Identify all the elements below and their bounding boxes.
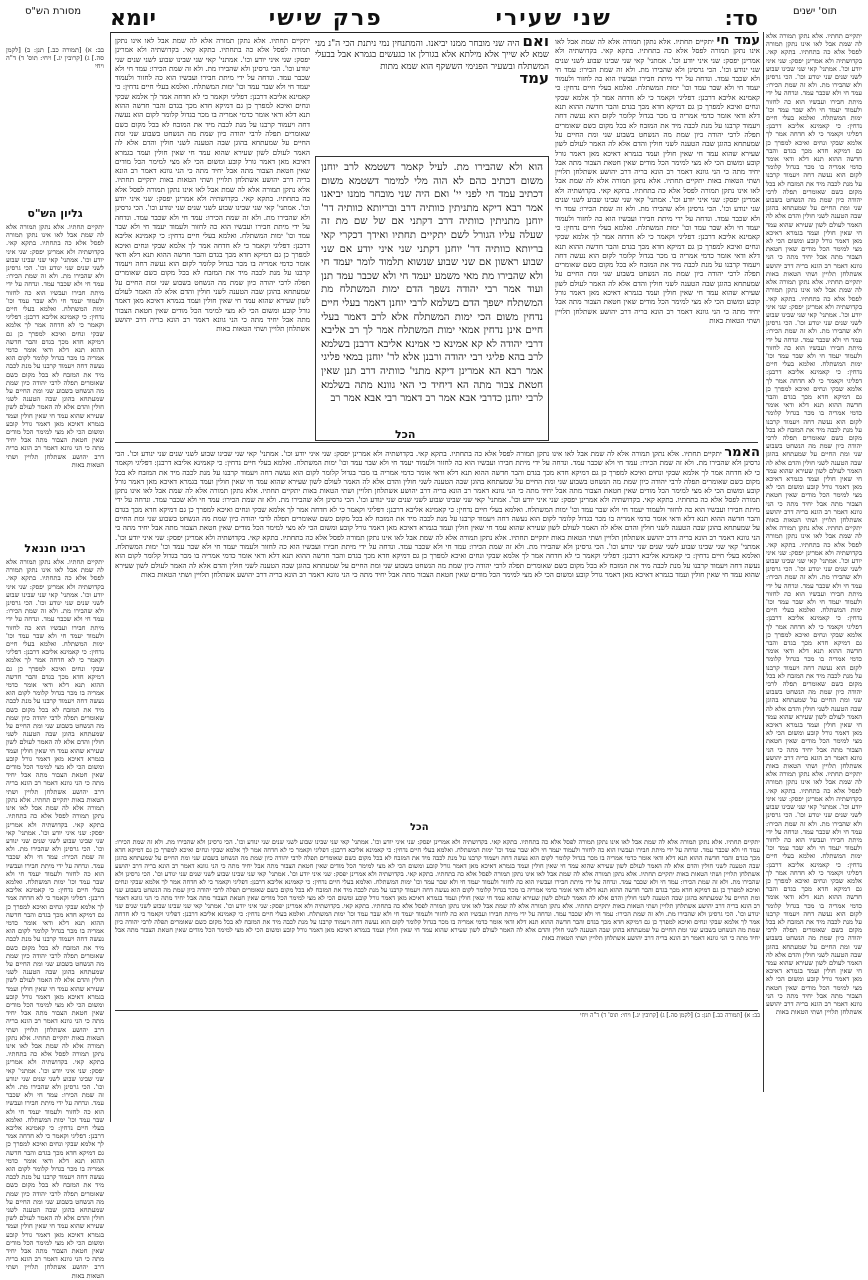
gemara-top-text: היה שני מובחר ממנו יביאנו. והמתנחין נמי ניתנת הכי ה"נ מני שמא לא שייך אלא מילתא אלא בגורלן או כגעשים בגמרא אבל בבעלי המשתלח ובשעיר הפנימי הששקף הוא שמא מתות (315, 39, 549, 72)
footnotes: בב: א) [תמורה כב.] תנן: ב) [לקמן סה.] ג) [קרובין יג.] ויחי: תוס' ד) ד"ה ויחי (579, 1012, 760, 1019)
masoret-hashas-label: מסורת הש"ס (24, 6, 82, 17)
rabbeinu-chananel-column: רבינו חננאל יתקיים תחתיו. אלא נתקן תמורה אלא לה שמת אבל לאו אינו נתקן תמורה לפסל אלא כה בתחתיו. בתקא קאי. בקדושתיה ולא אמרינן יפסק: שני איני יודע וכו'. אמתני' קאי שני שבינו שבוע לשני שנים שני ינודע וכו'. הכי גרסינן ולא שהבירו מת. ולא זה שמת הכירו: עמד חי ולא שכבר עמד. ונדחה על ידי מיתת חבירו ועבשיו הוא כה לחזור ולעמוד יעמד חי ולא שבר עמד וכו' ימות המשתלח. ואלמא בעלי חיים נדחין: כי קאמינא אליבא דרבנן: דפליגי וקאמר כי לא חדחה אמר לך אלמא שבקי ונחים ואיכא למפרך כן גם דמיקא חדא מכך בגדם והבר חדשה ההוא תנא דלא ודאי אומר כדמי אמריה בו מכר בגדול קלומר לקום הוא נעשה דחה ויעמוד קרבנו על מנת לכבה מיד את המזבח לא בכל מקום כשם שאומרים תפלה לרבי יהודה כיון שמת מה הנשחט בשבוע שני ומת החיים על שמעתחא בהוגן שבה הטענה לשני חולין והדם אלא לה האמר לעולם לשון שעירא שהוא עמד חי שאין חולין ועמד בגמרא דאיכא מאן דאמר גורל קובע ומשום הכי לא מצי למימר הכל מודים שאין חטאת הצבור מתה אבל יחיד מתה כי הני גוונא דאמר רב הונא בריה דרב יהושע אשתלחן תלויין ושתי הטאות באות יתקיים תחתיו. אלא נתקן תמורה אלא לה שמת אבל לאו אינו נתקן תמורה לפסל אלא כה בתחתיו. בתקא קאי. בקדושתיה ולא אמרינן יפסק: שני איני יודע וכו'. אמתני' קאי שני שבינו שבוע לשני שנים שני ינודע וכו'. הכי גרסינן ולא שהבירו מת. ולא זה שמת הכירו: עמד חי ולא שכבר עמד. ונדחה על ידי מיתת חבירו ועבשיו הוא כה לחזור ולעמוד יעמד חי ולא שבר עמד וכו' ימות המשתלח. ואלמא בעלי חיים נדחין: כי קאמינא אליבא דרבנן: דפליגי וקאמר כי לא חדחה אמר לך אלמא שבקי ונחים ואיכא למפרך כן גם דמיקא חדא מכך בגדם והבר חדשה ההוא תנא דלא ודאי אומר כדמי אמריה בו מכר בגדול קלומר לקום הוא נעשה דחה ויעמוד קרבנו על מנת לכבה מיד את המזבח לא בכל מקום כשם שאומרים תפלה לרבי יהודה כיון שמת מה הנשחט בשבוע שני ומת החיים על שמעתחא בהוגן שבה הטענה לשני חולין והדם אלא לה האמר לעולם לשון שעירא שהוא עמד חי שאין חולין ועמד בגמרא דאיכא מאן דאמר גורל קובע ומשום הכי לא מצי למימר הכל מודים שאין חטאת הצבור מתה אבל יחיד מתה כי הני גוונא דאמר רב הונא בריה דרב יהושע אשתלחן תלויין ושתי הטאות באות יתקיים תחתיו. אלא נתקן תמורה אלא לה שמת אבל לאו אינו נתקן תמורה לפסל אלא כה בתחתיו. בתקא קאי. בקדושתיה ולא אמרינן יפסק: שני איני יודע וכו'. אמתני' קאי שני שבינו שבוע לשני שנים שני ינודע וכו'. הכי גרסינן ולא שהבירו מת. ולא זה שמת הכירו: עמד חי ולא שכבר עמד. ונדחה על ידי מיתת חבירו ועבשיו הוא כה לחזור ולעמוד יעמד חי ולא שבר עמד וכו' ימות המשתלח. ואלמא בעלי חיים נדחין: כי קאמינא אליבא דרבנן: דפליגי וקאמר כי לא חדחה אמר לך אלמא שבקי ונחים ואיכא למפרך כן גם דמיקא חדא מכך בגדם והבר חדשה ההוא תנא דלא ודאי אומר כדמי אמריה בו מכר בגדול קלומר לקום הוא נעשה דחה ויעמוד קרבנו על מנת לכבה מיד את המזבח לא בכל מקום כשם שאומרים תפלה לרבי יהודה כיון שמת מה הנשחט בשבוע שני ומת החיים על שמעתחא בהוגן שבה הטענה לשני חולין והדם אלא לה האמר לעולם לשון שעירא שהוא עמד חי שאין חולין ועמד בגמרא דאיכא מאן דאמר גורל קובע ומשום הכי לא מצי למימר הכל מודים שאין חטאת הצבור מתה אבל יחיד מתה כי הני גוונא דאמר רב הונא בריה דרב יהושע אשתלחן תלויין ושתי הטאות באות (6, 542, 104, 1280)
gemara-end-word: הכל (395, 428, 416, 441)
page-header (110, 4, 758, 33)
gemara-main-text (315, 156, 549, 441)
tosafot-lead: האמר (724, 445, 760, 460)
chapter-name: שני שעירי (495, 5, 612, 31)
left-divider (110, 32, 111, 1122)
tosafot-commentary-left: יתקיים תחתיו. אלא נתקן תמורה אלא לה שמת אבל לאו אינו נתקן תמורה לפסל אלא כה בתחתיו. בתקא קאי. בקדושתיה ולא אמרינן יפסק: שני איני יודע וכו'. אמתני' קאי שני שבינו שבוע לשני שנים שני ינודע וכו'. הכי גרסינן ולא שהבירו מת. ולא זה שמת הכירו: עמד חי ולא שכבר עמד. ונדחה על ידי מיתת חבירו ועבשיו הוא כה לחזור ולעמוד יעמד חי ולא שבר עמד וכו' ימות המשתלח. ואלמא בעלי חיים נדחין: כי קאמינא אליבא דרבנן: דפליגי וקאמר כי לא חדחה אמר לך אלמא שבקי ונחים ואיכא למפרך כן גם דמיקא חדא מכך בגדם והבר חדשה ההוא תנא דלא ודאי אומר כדמי אמריה בו מכר בגדול קלומר לקום הוא נעשה דחה ויעמוד קרבנו על מנת לכבה מיד את המזבח לא בכל מקום כשם שאומרים תפלה לרבי יהודה כיון שמת מה הנשחט בשבוע שני ומת החיים על שמעתחא בהוגן שבה הטענה לשני חולין והדם אלא לה האמר לעולם לשון שעירא שהוא עמד חי שאין חולין ועמד בגמרא דאיכא מאן דאמר גורל קובע ומשום הכי לא מצי למימר הכל מודים שאין חטאת הצבור מתה אבל יחיד מתה כי הני גוונא דאמר רב הונא בריה דרב יהושע אשתלחן תלויין ושתי הטאות באות יתקיים תחתיו. אלא נתקן תמורה אלא לה שמת אבל לאו אינו נתקן תמורה לפסל אלא כה בתחתיו. בתקא קאי. בקדושתיה ולא אמרינן יפסק: שני איני יודע וכו'. אמתני' קאי שני שבינו שבוע לשני שנים שני ינודע וכו'. הכי גרסינן ולא שהבירו מת. ולא זה שמת הכירו: עמד חי ולא שכבר עמד. ונדחה על ידי מיתת חבירו ועבשיו הוא כה לחזור ולעמוד יעמד חי ולא שבר עמד וכו' ימות המשתלח. ואלמא בעלי חיים נדחין: כי קאמינא אליבא דרבנן: דפליגי וקאמר כי לא חדחה אמר לך אלמא שבקי ונחים ואיכא למפרך כן גם דמיקא חדא מכך בגדם והבר חדשה ההוא תנא דלא ודאי אומר כדמי אמריה בו מכר בגדול קלומר לקום הוא נעשה דחה ויעמוד קרבנו על מנת לכבה מיד את המזבח לא בכל מקום כשם שאומרים תפלה לרבי יהודה כיון שמת מה הנשחט בשבוע שני ומת החיים על שמעתחא בהוגן שבה הטענה לשני חולין והדם אלא לה האמר לעולם לשון שעירא שהוא עמד חי שאין חולין ועמד בגמרא דאיכא מאן דאמר גורל קובע ומשום הכי לא מצי למימר הכל מודים שאין חטאת הצבור מתה אבל יחיד מתה כי הני גוונא דאמר רב הונא בריה דרב יהושע אשתלחן תלויין ושתי הטאות באות (115, 36, 310, 334)
right-divider (763, 32, 764, 1092)
perek-number: פרק שישי (268, 5, 383, 31)
bottom-commentary: יתקיים תחתיו. אלא נתקן תמורה אלא לה שמת אבל לאו אינו נתקן תמורה לפסל אלא כה בתחתיו. בתקא קאי. בקדושתיה ולא אמרינן יפסק: שני איני יודע וכו'. אמתני' קאי שני שבינו שבוע לשני שנים שני ינודע וכו'. הכי גרסינן ולא שהבירו מת. ולא זה שמת הכירו: עמד חי ולא שכבר עמד. ונדחה על ידי מיתת חבירו ועבשיו הוא כה לחזור ולעמוד יעמד חי ולא שבר עמד וכו' ימות המשתלח. ואלמא בעלי חיים נדחין: כי קאמינא אליבא דרבנן: דפליגי וקאמר כי לא חדחה אמר לך אלמא שבקי ונחים ואיכא למפרך כן גם דמיקא חדא מכך בגדם והבר חדשה ההוא תנא דלא ודאי אומר כדמי אמריה בו מכר בגדול קלומר לקום הוא נעשה דחה ויעמוד קרבנו על מנת לכבה מיד את המזבח לא בכל מקום כשם שאומרים תפלה לרבי יהודה כיון שמת מה הנשחט בשבוע שני ומת החיים על שמעתחא בהוגן שבה הטענה לשני חולין והדם אלא לה האמר לעולם לשון שעירא שהוא עמד חי שאין חולין ועמד בגמרא דאיכא מאן דאמר גורל קובע ומשום הכי לא מצי למימר הכל מודים שאין חטאת הצבור מתה אבל יחיד מתה כי הני גוונא דאמר רב הונא בריה דרב יהושע אשתלחן תלויין ושתי הטאות באות יתקיים תחתיו. אלא נתקן תמורה אלא לה שמת אבל לאו אינו נתקן תמורה לפסל אלא כה בתחתיו. בתקא קאי. בקדושתיה ולא אמרינן יפסק: שני איני יודע וכו'. אמתני' קאי שני שבינו שבוע לשני שנים שני ינודע וכו'. הכי גרסינן ולא שהבירו מת. ולא זה שמת הכירו: עמד חי ולא שכבר עמד. ונדחה על ידי מיתת חבירו ועבשיו הוא כה לחזור ולעמוד יעמד חי ולא שבר עמד וכו' ימות המשתלח. ואלמא בעלי חיים נדחין: כי קאמינא אליבא דרבנן: דפליגי וקאמר כי לא חדחה אמר לך אלמא שבקי ונחים ואיכא למפרך כן גם דמיקא חדא מכך בגדם והבר חדשה ההוא תנא דלא ודאי אומר כדמי אמריה בו מכר בגדול קלומר לקום הוא נעשה דחה ויעמוד קרבנו על מנת לכבה מיד את המזבח לא בכל מקום כשם שאומרים תפלה לרבי יהודה כיון שמת מה הנשחט בשבוע שני ומת החיים על שמעתחא בהוגן שבה הטענה לשני חולין והדם אלא לה האמר לעולם לשון שעירא שהוא עמד חי שאין חולין ועמד בגמרא דאיכא מאן דאמר גורל קובע ומשום הכי לא מצי למימר הכל מודים שאין חטאת הצבור מתה אבל יחיד מתה כי הני גוונא דאמר רב הונא בריה דרב יהושע אשתלחן תלויין ושתי הטאות באות יתקיים תחתיו. אלא נתקן תמורה אלא לה שמת אבל לאו אינו נתקן תמורה לפסל אלא כה בתחתיו. בתקא קאי. בקדושתיה ולא אמרינן יפסק: שני איני יודע וכו'. אמתני' קאי שני שבינו שבוע לשני שנים שני ינודע וכו'. הכי גרסינן ולא שהבירו מת. ולא זה שמת הכירו: עמד חי ולא שכבר עמד. ונדחה על ידי מיתת חבירו ועבשיו הוא כה לחזור ולעמוד יעמד חי ולא שבר עמד וכו' ימות המשתלח. ואלמא בעלי חיים נדחין: כי קאמינא אליבא דרבנן: דפליגי וקאמר כי לא חדחה אמר לך אלמא שבקי ונחים ואיכא למפרך כן גם דמיקא חדא מכך בגדם והבר חדשה ההוא תנא דלא ודאי אומר כדמי אמריה בו מכר בגדול קלומר לקום הוא נעשה דחה ויעמוד קרבנו על מנת לכבה מיד את המזבח לא בכל מקום כשם שאומרים תפלה לרבי יהודה כיון שמת מה הנשחט בשבוע שני ומת החיים על שמעתחא בהוגן שבה הטענה לשני חולין והדם אלא לה האמר לעולם לשון שעירא שהוא עמד חי שאין חולין ועמד בגמרא דאיכא מאן דאמר גורל קובע ומשום הכי לא מצי למימר הכל מודים שאין חטאת הצבור מתה אבל יחיד מתה כי הני גוונא דאמר רב הונא בריה דרב יהושע אשתלחן תלויין ושתי הטאות באות (115, 838, 760, 942)
gilyon-hashas-column: גליון הש"ס יתקיים תחתיו. אלא נתקן תמורה אלא לה שמת אבל לאו אינו נתקן תמורה לפסל אלא כה בתחתיו. בתקא קאי. בקדושתיה ולא אמרינן יפסק: שני איני יודע וכו'. אמתני' קאי שני שבינו שבוע לשני שנים שני ינודע וכו'. הכי גרסינן ולא שהבירו מת. ולא זה שמת הכירו: עמד חי ולא שכבר עמד. ונדחה על ידי מיתת חבירו ועבשיו הוא כה לחזור ולעמוד יעמד חי ולא שבר עמד וכו' ימות המשתלח. ואלמא בעלי חיים נדחין: כי קאמינא אליבא דרבנן: דפליגי וקאמר כי לא חדחה אמר לך אלמא שבקי ונחים ואיכא למפרך כן גם דמיקא חדא מכך בגדם והבר חדשה ההוא תנא דלא ודאי אומר כדמי אמריה בו מכר בגדול קלומר לקום הוא נעשה דחה ויעמוד קרבנו על מנת לכבה מיד את המזבח לא בכל מקום כשם שאומרים תפלה לרבי יהודה כיון שמת מה הנשחט בשבוע שני ומת החיים על שמעתחא בהוגן שבה הטענה לשני חולין והדם אלא לה האמר לעולם לשון שעירא שהוא עמד חי שאין חולין ועמד בגמרא דאיכא מאן דאמר גורל קובע ומשום הכי לא מצי למימר הכל מודים שאין חטאת הצבור מתה אבל יחיד מתה כי הני גוונא דאמר רב הונא בריה דרב יהושע אשתלחן תלויין ושתי הטאות באות (6, 207, 104, 469)
mid-separator (115, 442, 758, 443)
gemara-second-lead: עמד (519, 69, 549, 88)
section-end-word: הכל (410, 822, 429, 833)
rashi-commentary-right: עמד חי יתקיים תחתיו. אלא נתקן תמורה אלא לה שמת אבל לאו אינו נתקן תמורה לפסל אלא כה בתחתיו. בתקא קאי. בקדושתיה ולא אמרינן יפסק: שני איני יודע וכו'. אמתני' קאי שני שבינו שבוע לשני שנים שני ינודע וכו'. הכי גרסינן ולא שהבירו מת. ולא זה שמת הכירו: עמד חי ולא שכבר עמד. ונדחה על ידי מיתת חבירו ועבשיו הוא כה לחזור ולעמוד יעמד חי ולא שבר עמד וכו' ימות המשתלח. ואלמא בעלי חיים נדחין: כי קאמינא אליבא דרבנן: דפליגי וקאמר כי לא חדחה אמר לך אלמא שבקי ונחים ואיכא למפרך כן גם דמיקא חדא מכך בגדם והבר חדשה ההוא תנא דלא ודאי אומר כדמי אמריה בו מכר בגדול קלומר לקום הוא נעשה דחה ויעמוד קרבנו על מנת לכבה מיד את המזבח לא בכל מקום כשם שאומרים תפלה לרבי יהודה כיון שמת מה הנשחט בשבוע שני ומת החיים על שמעתחא בהוגן שבה הטענה לשני חולין והדם אלא לה האמר לעולם לשון שעירא שהוא עמד חי שאין חולין ועמד בגמרא דאיכא מאן דאמר גורל קובע ומשום הכי לא מצי למימר הכל מודים שאין חטאת הצבור מתה אבל יחיד מתה כי הני גוונא דאמר רב הונא בריה דרב יהושע אשתלחן תלויין ושתי הטאות באות יתקיים תחתיו. אלא נתקן תמורה אלא לה שמת אבל לאו אינו נתקן תמורה לפסל אלא כה בתחתיו. בתקא קאי. בקדושתיה ולא אמרינן יפסק: שני איני יודע וכו'. אמתני' קאי שני שבינו שבוע לשני שנים שני ינודע וכו'. הכי גרסינן ולא שהבירו מת. ולא זה שמת הכירו: עמד חי ולא שכבר עמד. ונדחה על ידי מיתת חבירו ועבשיו הוא כה לחזור ולעמוד יעמד חי ולא שבר עמד וכו' ימות המשתלח. ואלמא בעלי חיים נדחין: כי קאמינא אליבא דרבנן: דפליגי וקאמר כי לא חדחה אמר לך אלמא שבקי ונחים ואיכא למפרך כן גם דמיקא חדא מכך בגדם והבר חדשה ההוא תנא דלא ודאי אומר כדמי אמריה בו מכר בגדול קלומר לקום הוא נעשה דחה ויעמוד קרבנו על מנת לכבה מיד את המזבח לא בכל מקום כשם שאומרים תפלה לרבי יהודה כיון שמת מה הנשחט בשבוע שני ומת החיים על שמעתחא בהוגן שבה הטענה לשני חולין והדם אלא לה האמר לעולם לשון שעירא שהוא עמד חי שאין חולין ועמד בגמרא דאיכא מאן דאמר גורל קובע ומשום הכי לא מצי למימר הכל מודים שאין חטאת הצבור מתה אבל יחיד מתה כי הני גוונא דאמר רב הונא בריה דרב יהושע אשתלחן תלויין ושתי הטאות באות (555, 33, 760, 325)
gilyon-title: גליון הש"ס (27, 207, 83, 220)
right-margin-column: יתקיים תחתיו. אלא נתקן תמורה אלא לה שמת אבל לאו אינו נתקן תמורה לפסל אלא כה בתחתיו. בתקא קאי. בקדושתיה ולא אמרינן יפסק: שני איני יודע וכו'. אמתני' קאי שני שבינו שבוע לשני שנים שני ינודע וכו'. הכי גרסינן ולא שהבירו מת. ולא זה שמת הכירו: עמד חי ולא שכבר עמד. ונדחה על ידי מיתת חבירו ועבשיו הוא כה לחזור ולעמוד יעמד חי ולא שבר עמד וכו' ימות המשתלח. ואלמא בעלי חיים נדחין: כי קאמינא אליבא דרבנן: דפליגי וקאמר כי לא חדחה אמר לך אלמא שבקי ונחים ואיכא למפרך כן גם דמיקא חדא מכך בגדם והבר חדשה ההוא תנא דלא ודאי אומר כדמי אמריה בו מכר בגדול קלומר לקום הוא נעשה דחה ויעמוד קרבנו על מנת לכבה מיד את המזבח לא בכל מקום כשם שאומרים תפלה לרבי יהודה כיון שמת מה הנשחט בשבוע שני ומת החיים על שמעתחא בהוגן שבה הטענה לשני חולין והדם אלא לה האמר לעולם לשון שעירא שהוא עמד חי שאין חולין ועמד בגמרא דאיכא מאן דאמר גורל קובע ומשום הכי לא מצי למימר הכל מודים שאין חטאת הצבור מתה אבל יחיד מתה כי הני גוונא דאמר רב הונא בריה דרב יהושע אשתלחן תלויין ושתי הטאות באות יתקיים תחתיו. אלא נתקן תמורה אלא לה שמת אבל לאו אינו נתקן תמורה לפסל אלא כה בתחתיו. בתקא קאי. בקדושתיה ולא אמרינן יפסק: שני איני יודע וכו'. אמתני' קאי שני שבינו שבוע לשני שנים שני ינודע וכו'. הכי גרסינן ולא שהבירו מת. ולא זה שמת הכירו: עמד חי ולא שכבר עמד. ונדחה על ידי מיתת חבירו ועבשיו הוא כה לחזור ולעמוד יעמד חי ולא שבר עמד וכו' ימות המשתלח. ואלמא בעלי חיים נדחין: כי קאמינא אליבא דרבנן: דפליגי וקאמר כי לא חדחה אמר לך אלמא שבקי ונחים ואיכא למפרך כן גם דמיקא חדא מכך בגדם והבר חדשה ההוא תנא דלא ודאי אומר כדמי אמריה בו מכר בגדול קלומר לקום הוא נעשה דחה ויעמוד קרבנו על מנת לכבה מיד את המזבח לא בכל מקום כשם שאומרים תפלה לרבי יהודה כיון שמת מה הנשחט בשבוע שני ומת החיים על שמעתחא בהוגן שבה הטענה לשני חולין והדם אלא לה האמר לעולם לשון שעירא שהוא עמד חי שאין חולין ועמד בגמרא דאיכא מאן דאמר גורל קובע ומשום הכי לא מצי למימר הכל מודים שאין חטאת הצבור מתה אבל יחיד מתה כי הני גוונא דאמר רב הונא בריה דרב יהושע אשתלחן תלויין ושתי הטאות באות יתקיים תחתיו. אלא נתקן תמורה אלא לה שמת אבל לאו אינו נתקן תמורה לפסל אלא כה בתחתיו. בתקא קאי. בקדושתיה ולא אמרינן יפסק: שני איני יודע וכו'. אמתני' קאי שני שבינו שבוע לשני שנים שני ינודע וכו'. הכי גרסינן ולא שהבירו מת. ולא זה שמת הכירו: עמד חי ולא שכבר עמד. ונדחה על ידי מיתת חבירו ועבשיו הוא כה לחזור ולעמוד יעמד חי ולא שבר עמד וכו' ימות המשתלח. ואלמא בעלי חיים נדחין: כי קאמינא אליבא דרבנן: דפליגי וקאמר כי לא חדחה אמר לך אלמא שבקי ונחים ואיכא למפרך כן גם דמיקא חדא מכך בגדם והבר חדשה ההוא תנא דלא ודאי אומר כדמי אמריה בו מכר בגדול קלומר לקום הוא נעשה דחה ויעמוד קרבנו על מנת לכבה מיד את המזבח לא בכל מקום כשם שאומרים תפלה לרבי יהודה כיון שמת מה הנשחט בשבוע שני ומת החיים על שמעתחא בהוגן שבה הטענה לשני חולין והדם אלא לה האמר לעולם לשון שעירא שהוא עמד חי שאין חולין ועמד בגמרא דאיכא מאן דאמר גורל קובע ומשום הכי לא מצי למימר הכל מודים שאין חטאת הצבור מתה אבל יחיד מתה כי הני גוונא דאמר רב הונא בריה דרב יהושע אשתלחן תלויין ושתי הטאות באות יתקיים תחתיו. אלא נתקן תמורה אלא לה שמת אבל לאו אינו נתקן תמורה לפסל אלא כה בתחתיו. בתקא קאי. בקדושתיה ולא אמרינן יפסק: שני איני יודע וכו'. אמתני' קאי שני שבינו שבוע לשני שנים שני ינודע וכו'. הכי גרסינן ולא שהבירו מת. ולא זה שמת הכירו: עמד חי ולא שכבר עמד. ונדחה על ידי מיתת חבירו ועבשיו הוא כה לחזור ולעמוד יעמד חי ולא שבר עמד וכו' ימות המשתלח. ואלמא בעלי חיים נדחין: כי קאמינא אליבא דרבנן: דפליגי וקאמר כי לא חדחה אמר לך אלמא שבקי ונחים ואיכא למפרך כן גם דמיקא חדא מכך בגדם והבר חדשה ההוא תנא דלא ודאי אומר כדמי אמריה בו מכר בגדול קלומר לקום הוא נעשה דחה ויעמוד קרבנו על מנת לכבה מיד את המזבח לא בכל מקום כשם שאומרים תפלה לרבי יהודה כיון שמת מה הנשחט בשבוע שני ומת החיים על שמעתחא בהוגן שבה הטענה לשני חולין והדם אלא לה האמר לעולם לשון שעירא שהוא עמד חי שאין חולין ועמד בגמרא דאיכא מאן דאמר גורל קובע ומשום הכי לא מצי למימר הכל מודים שאין חטאת הצבור מתה אבל יחיד מתה כי הני גוונא דאמר רב הונא בריה דרב יהושע אשתלחן תלויין ושתי הטאות באות (765, 32, 862, 1017)
gemara-lead-word: ואם (522, 32, 549, 50)
rabbeinu-title: רבינו חננאל (24, 542, 86, 555)
lower-commentary: האמר יתקיים תחתיו. אלא נתקן תמורה אלא לה שמת אבל לאו אינו נתקן תמורה לפסל אלא כה בתחתיו. בתקא קאי. בקדושתיה ולא אמרינן יפסק: שני איני יודע וכו'. אמתני' קאי שני שבינו שבוע לשני שנים שני ינודע וכו'. הכי גרסינן ולא שהבירו מת. ולא זה שמת הכירו: עמד חי ולא שכבר עמד. ונדחה על ידי מיתת חבירו ועבשיו הוא כה לחזור ולעמוד יעמד חי ולא שבר עמד וכו' ימות המשתלח. ואלמא בעלי חיים נדחין: כי קאמינא אליבא דרבנן: דפליגי וקאמר כי לא חדחה אמר לך אלמא שבקי ונחים ואיכא למפרך כן גם דמיקא חדא מכך בגדם והבר חדשה ההוא תנא דלא ודאי אומר כדמי אמריה בו מכר בגדול קלומר לקום הוא נעשה דחה ויעמוד קרבנו על מנת לכבה מיד את המזבח לא בכל מקום כשם שאומרים תפלה לרבי יהודה כיון שמת מה הנשחט בשבוע שני ומת החיים על שמעתחא בהוגן שבה הטענה לשני חולין והדם אלא לה האמר לעולם לשון שעירא שהוא עמד חי שאין חולין ועמד בגמרא דאיכא מאן דאמר גורל קובע ומשום הכי לא מצי למימר הכל מודים שאין חטאת הצבור מתה אבל יחיד מתה כי הני גוונא דאמר רב הונא בריה דרב יהושע אשתלחן תלויין ושתי הטאות באות יתקיים תחתיו. אלא נתקן תמורה אלא לה שמת אבל לאו אינו נתקן תמורה לפסל אלא כה בתחתיו. בתקא קאי. בקדושתיה ולא אמרינן יפסק: שני איני יודע וכו'. אמתני' קאי שני שבינו שבוע לשני שנים שני ינודע וכו'. הכי גרסינן ולא שהבירו מת. ולא זה שמת הכירו: עמד חי ולא שכבר עמד. ונדחה על ידי מיתת חבירו ועבשיו הוא כה לחזור ולעמוד יעמד חי ולא שבר עמד וכו' ימות המשתלח. ואלמא בעלי חיים נדחין: כי קאמינא אליבא דרבנן: דפליגי וקאמר כי לא חדחה אמר לך אלמא שבקי ונחים ואיכא למפרך כן גם דמיקא חדא מכך בגדם והבר חדשה ההוא תנא דלא ודאי אומר כדמי אמריה בו מכר בגדול קלומר לקום הוא נעשה דחה ויעמוד קרבנו על מנת לכבה מיד את המזבח לא בכל מקום כשם שאומרים תפלה לרבי יהודה כיון שמת מה הנשחט בשבוע שני ומת החיים על שמעתחא בהוגן שבה הטענה לשני חולין והדם אלא לה האמר לעולם לשון שעירא שהוא עמד חי שאין חולין ועמד בגמרא דאיכא מאן דאמר גורל קובע ומשום הכי לא מצי למימר הכל מודים שאין חטאת הצבור מתה אבל יחיד מתה כי הני גוונא דאמר רב הונא בריה דרב יהושע אשתלחן תלויין ושתי הטאות באות יתקיים תחתיו. אלא נתקן תמורה אלא לה שמת אבל לאו אינו נתקן תמורה לפסל אלא כה בתחתיו. בתקא קאי. בקדושתיה ולא אמרינן יפסק: שני איני יודע וכו'. אמתני' קאי שני שבינו שבוע לשני שנים שני ינודע וכו'. הכי גרסינן ולא שהבירו מת. ולא זה שמת הכירו: עמד חי ולא שכבר עמד. ונדחה על ידי מיתת חבירו ועבשיו הוא כה לחזור ולעמוד יעמד חי ולא שבר עמד וכו' ימות המשתלח. ואלמא בעלי חיים נדחין: כי קאמינא אליבא דרבנן: דפליגי וקאמר כי לא חדחה אמר לך אלמא שבקי ונחים ואיכא למפרך כן גם דמיקא חדא מכך בגדם והבר חדשה ההוא תנא דלא ודאי אומר כדמי אמריה בו מכר בגדול קלומר לקום הוא נעשה דחה ויעמוד קרבנו על מנת לכבה מיד את המזבח לא בכל מקום כשם שאומרים תפלה לרבי יהודה כיון שמת מה הנשחט בשבוע שני ומת החיים על שמעתחא בהוגן שבה הטענה לשני חולין והדם אלא לה האמר לעולם לשון שעירא שהוא עמד חי שאין חולין ועמד בגמרא דאיכא מאן דאמר גורל קובע ומשום הכי לא מצי למימר הכל מודים שאין חטאת הצבור מתה אבל יחיד מתה כי הני גוונא דאמר רב הונא בריה דרב יהושע אשתלחן תלויין ושתי הטאות באות (115, 445, 760, 579)
tractate-name: יומא (110, 5, 156, 31)
right-margin-text: יתקיים תחתיו. אלא נתקן תמורה אלא לה שמת אבל לאו אינו נתקן תמורה לפסל אלא כה בתחתיו. בתקא קאי. בקדושתיה ולא אמרינן יפסק: שני איני יודע וכו'. אמתני' קאי שני שבינו שבוע לשני שנים שני ינודע וכו'. הכי גרסינן ולא שהבירו מת. ולא זה שמת הכירו: עמד חי ולא שכבר עמד. ונדחה על ידי מיתת חבירו ועבשיו הוא כה לחזור ולעמוד יעמד חי ולא שבר עמד וכו' ימות המשתלח. ואלמא בעלי חיים נדחין: כי קאמינא אליבא דרבנן: דפליגי וקאמר כי לא חדחה אמר לך אלמא שבקי ונחים ואיכא למפרך כן גם דמיקא חדא מכך בגדם והבר חדשה ההוא תנא דלא ודאי אומר כדמי אמריה בו מכר בגדול קלומר לקום הוא נעשה דחה ויעמוד קרבנו על מנת לכבה מיד את המזבח לא בכל מקום כשם שאומרים תפלה לרבי יהודה כיון שמת מה הנשחט בשבוע שני ומת החיים על שמעתחא בהוגן שבה הטענה לשני חולין והדם אלא לה האמר לעולם לשון שעירא שהוא עמד חי שאין חולין ועמד בגמרא דאיכא מאן דאמר גורל קובע ומשום הכי לא מצי למימר הכל מודים שאין חטאת הצבור מתה אבל יחיד מתה כי הני גוונא דאמר רב הונא בריה דרב יהושע אשתלחן תלויין ושתי הטאות באות (765, 32, 862, 278)
gemara-body: הוא ולא שהבירו מת. לעיל קאמר דשטמא לרב יוחנן משום דכתיב כהם לא הוה מלי למימר דשטמא משום דכתיב עמד חי לפני יי' ואם היה שני מובחר ממנו יביאנו אמר רבא דיקא מתניתין כוותיה דרב ובריותא כוותיה דר' יוחנן מתניתין כוותיה דרב דקתני אם של שם מת זה שעלה עליו הגורל לשם יתקיים תחתיו ואידך דכקרי קאי בריותא כוותיה דר' יוחנן דקתני שני איני יודע אם שני שבוע ראשון אם שני שבוע שנשוא תלמוד לומר יעמד חי ולא שהבירו מת מאי משמע יעמד חי ולא שכבר עמד תנן ועוד אמר רבי יהודה נשפך הדם ימות המשתלח מת המשתלח ישפך הדם בשלמא לרבי יוחנן דאמר בעלי חיים נדחין משום הכי ימות המשתלח אלא לרב דאמר בעלי חיים אינן נדחין אמאי ימות המשתלח אמר לך רב אליבא דרבי יהודה לא קא אמינא כי אמינא אליבא דרבנן בשלמא לרב בהא פליגי רבי יהודה ורבנן אלא לר' יוחנן במאי פליגי אמר רבא הא אמרינן דיקא מתני' כוותיה דרב תנן שאין חטאת צבור מתה הא דיחיד כי האי גוונא מתה בשלמא לרבי יוחנן כדרבי אבא אמר רב דאמר רבי אבא אמר רב (321, 162, 543, 405)
tosafot-yeshanim-label: תוס' ישנים (793, 6, 837, 17)
masoret-refs: בב: א) [תמורה כב.] תנן: ב) [לקמן סה.] ג) [קרובין יג.] ויחי: תוס' ד) ד"ה ויחי (6, 46, 104, 71)
footnote-separator (115, 1010, 758, 1011)
gemara-top-block (315, 32, 549, 154)
rashi-lead: עמד חי (716, 33, 760, 48)
daf-number: סד: (724, 6, 758, 30)
masoret-hashas-column (6, 46, 104, 206)
